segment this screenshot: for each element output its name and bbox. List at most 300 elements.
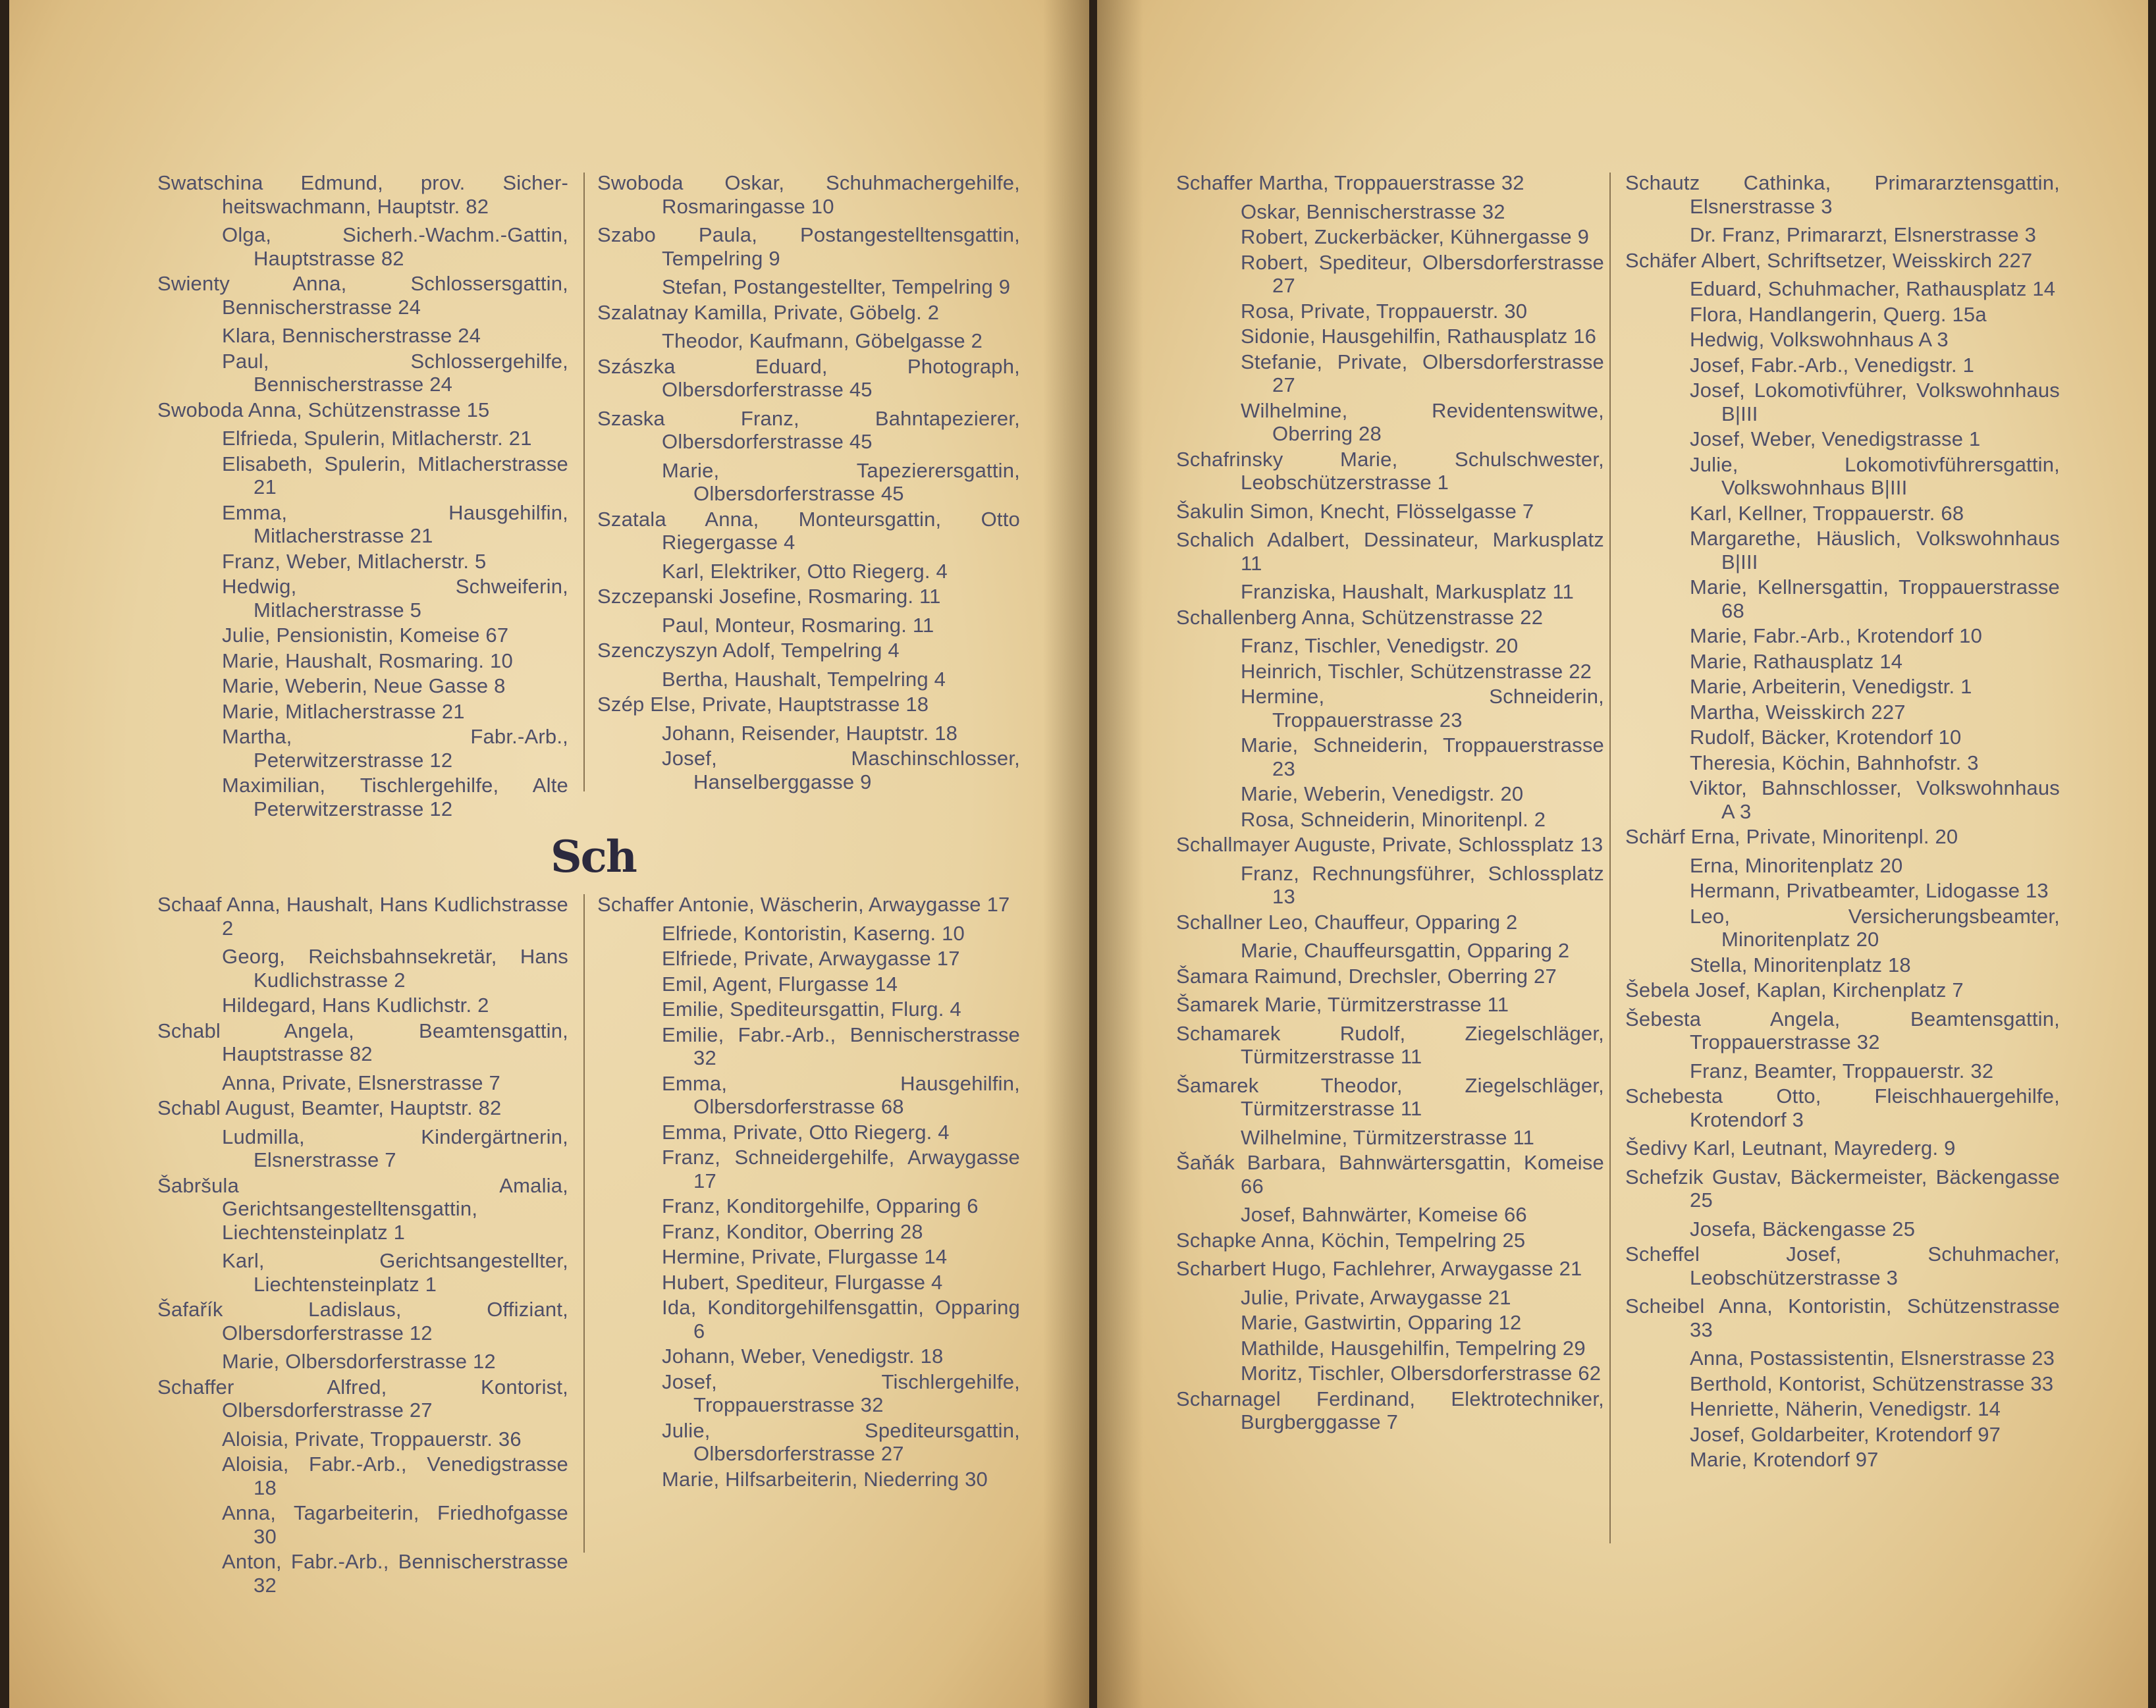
entry-text: Šebela Josef, Kaplan, Kirchenplatz 7 [1625, 978, 1964, 1001]
entry-text: Julie, Private, Arwaygasse 21 [1241, 1285, 1511, 1309]
directory-subentry [597, 747, 1020, 793]
gutter-shadow [1043, 0, 1089, 1708]
directory-entry [1176, 965, 1604, 988]
entry-text: Marie, Olbersdorferstrasse 12 [222, 1350, 496, 1373]
entry-text: Josef, Bahnwärter, Komeise 66 [1241, 1203, 1527, 1226]
entry-text: Szalatnay Kamilla, Private, Göbelg. 2 [597, 300, 940, 324]
directory-entry [1176, 1257, 1604, 1281]
entry-text: Šebesta Angela, Beamtensgattin, Troppauerstrasse 32 [1625, 1007, 2060, 1054]
entry-text: Marie, Weberin, Neue Gasse 8 [222, 674, 506, 697]
directory-subentry [1625, 502, 2060, 525]
entry-text: Emilie, Fabr.-Arb., Bennischerstrasse 32 [662, 1023, 1020, 1069]
entry-text: Schefzik Gustav, Bäckermeister, Bäckengasse 25 [1625, 1165, 2060, 1212]
directory-subentry [1625, 527, 2060, 574]
directory-subentry [157, 674, 568, 698]
directory-subentry [597, 1146, 1020, 1192]
entry-text: Olga, Sicherh.-Wachm.-Gattin, Hauptstrasse 82 [222, 223, 568, 270]
section-heading: Sch [551, 831, 636, 882]
directory-subentry [157, 945, 568, 992]
directory-subentry [597, 668, 1020, 691]
directory-subentry [1625, 776, 2060, 823]
directory-subentry [157, 1249, 568, 1296]
entry-text: Sidonie, Hausgehilfin, Rathausplatz 16 [1241, 325, 1597, 348]
entry-text: Stefan, Postangestellter, Tempelring 9 [662, 275, 1011, 298]
entry-text: Schabl August, Beamter, Hauptstr. 82 [157, 1096, 502, 1119]
entry-text: Szabo Paula, Postangestelltensgattin, Tempelring 9 [597, 223, 1020, 270]
directory-subentry [157, 501, 568, 548]
directory-entry [1176, 1022, 1604, 1069]
directory-subentry [1176, 300, 1604, 323]
entry-text: Szép Else, Private, Hauptstrasse 18 [597, 693, 929, 716]
entry-text: Paul, Monteur, Rosmaring. 11 [662, 613, 934, 637]
directory-subentry [1625, 223, 2060, 247]
entry-text: Emilie, Spediteursgattin, Flurg. 4 [662, 998, 961, 1021]
entry-text: Johann, Weber, Venedigstr. 18 [662, 1345, 944, 1368]
directory-entry [597, 171, 1020, 218]
entry-text: Dr. Franz, Primararzt, Elsnerstrasse 3 [1690, 223, 2037, 246]
directory-subentry [157, 1550, 568, 1597]
directory-subentry [1176, 1286, 1604, 1310]
entry-text: Marie, Chauffeursgattin, Opparing 2 [1241, 939, 1570, 962]
entry-text: Stella, Minoritenplatz 18 [1690, 953, 1911, 976]
entry-text: Josefa, Bäckengasse 25 [1690, 1217, 1916, 1241]
directory-entry [157, 1174, 568, 1244]
entry-text: Swoboda Anna, Schützenstrasse 15 [157, 398, 490, 421]
directory-subentry [1625, 624, 2060, 648]
directory-subentry [1625, 675, 2060, 699]
directory-entry [1176, 606, 1604, 629]
entry-text: Schallmayer Auguste, Private, Schlossplatz 13 [1176, 833, 1604, 856]
gutter-shadow [1097, 0, 1143, 1708]
entry-text: Oskar, Bennischerstrasse 32 [1241, 200, 1505, 223]
directory-entry [1625, 1165, 2060, 1212]
entry-text: Schaffer Antonie, Wäscherin, Arwaygasse 17 [597, 893, 1010, 916]
entry-text: Szászka Eduard, Photograph, Olbersdorferstrasse 45 [597, 354, 1020, 401]
directory-subentry [597, 1468, 1020, 1491]
entry-text: Franz, Tischler, Venedigstr. 20 [1241, 634, 1519, 657]
directory-entry [597, 639, 1020, 662]
directory-subentry [1176, 225, 1604, 249]
directory-subentry [597, 1220, 1020, 1244]
left-top-column-2 [597, 171, 1020, 795]
directory-entry [597, 223, 1020, 270]
directory-subentry [157, 624, 568, 647]
entry-text: Scheibel Anna, Kontoristin, Schützenstrasse 33 [1625, 1294, 2060, 1341]
directory-subentry [1625, 1059, 2060, 1083]
directory-subentry [1625, 905, 2060, 951]
entry-text: Wilhelmine, Revidentenswitwe, Oberring 28 [1241, 398, 1604, 445]
directory-subentry [1176, 200, 1604, 224]
entry-text: Karl, Kellner, Troppauerstr. 68 [1690, 501, 1964, 525]
directory-subentry [157, 575, 568, 622]
entry-text: Elfrieda, Spulerin, Mitlacherstr. 21 [222, 427, 532, 450]
directory-subentry [1176, 808, 1604, 832]
directory-entry [1625, 1007, 2060, 1054]
directory-entry [1176, 448, 1604, 494]
directory-subentry [1625, 277, 2060, 301]
entry-text: Maximilian, Tischlergehilfe, Alte Peterwitzerstrasse 12 [222, 774, 568, 820]
entry-text: Karl, Elektriker, Otto Riegerg. 4 [662, 559, 948, 583]
directory-subentry [597, 329, 1020, 353]
directory-subentry [597, 1072, 1020, 1119]
directory-entry [157, 1096, 568, 1120]
directory-subentry [1625, 1397, 2060, 1421]
directory-entry [157, 1298, 568, 1345]
entry-text: Schafrinsky Marie, Schulschwester, Leobschützerstrasse 1 [1176, 447, 1604, 494]
entry-text: Erna, Minoritenplatz 20 [1690, 853, 1903, 877]
directory-subentry [157, 350, 568, 396]
entry-text: Marie, Weberin, Venedigstr. 20 [1241, 782, 1524, 805]
directory-subentry [1625, 354, 2060, 377]
directory-subentry [157, 994, 568, 1017]
entry-text: Scheffel Josef, Schuhmacher, Leobschützerstrasse 3 [1625, 1242, 2060, 1289]
entry-text: Schaffer Martha, Troppauerstrasse 32 [1176, 171, 1524, 194]
directory-entry [1625, 171, 2060, 218]
directory-subentry [1625, 854, 2060, 878]
entry-text: Bertha, Haushalt, Tempelring 4 [662, 667, 946, 691]
directory-entry [1176, 833, 1604, 857]
entry-text: Swienty Anna, Schlossersgattin, Bennischerstrasse 24 [157, 272, 568, 319]
entry-text: Schärf Erna, Private, Minoritenpl. 20 [1625, 825, 1958, 848]
directory-subentry [1625, 726, 2060, 749]
entry-text: Stefanie, Private, Olbersdorferstrasse 27 [1241, 350, 1604, 396]
entry-text: Martha, Weisskirch 227 [1690, 700, 1906, 724]
column-rule [583, 173, 585, 791]
directory-entry [1176, 1151, 1604, 1198]
directory-entry [1625, 1084, 2060, 1131]
directory-subentry [1625, 453, 2060, 500]
directory-subentry [157, 725, 568, 772]
directory-subentry [597, 973, 1020, 996]
directory-subentry [597, 1296, 1020, 1343]
entry-text: Schallner Leo, Chauffeur, Opparing 2 [1176, 910, 1518, 934]
directory-subentry [597, 560, 1020, 583]
directory-subentry [1625, 1448, 2060, 1472]
directory-subentry [597, 275, 1020, 299]
directory-subentry [157, 1071, 568, 1095]
directory-subentry [597, 1271, 1020, 1294]
directory-subentry [1625, 328, 2060, 352]
entry-text: Franz, Schneidergehilfe, Arwaygasse 17 [662, 1146, 1020, 1192]
entry-text: Franz, Konditor, Oberring 28 [662, 1219, 923, 1243]
directory-subentry [1176, 325, 1604, 348]
directory-subentry [597, 1345, 1020, 1368]
entry-text: Julie, Pensionistin, Komeise 67 [222, 624, 509, 647]
entry-text: Josef, Goldarbeiter, Krotendorf 97 [1690, 1422, 2001, 1446]
entry-text: Schaaf Anna, Haushalt, Hans Kudlichstrasse 2 [157, 893, 568, 940]
directory-subentry [1625, 1347, 2060, 1370]
directory-subentry [597, 1245, 1020, 1269]
entry-text: Anna, Postassistentin, Elsnerstrasse 23 [1690, 1347, 2055, 1370]
entry-text: Szenczyszyn Adolf, Tempelring 4 [597, 639, 900, 662]
entry-text: Schamarek Rudolf, Ziegelschläger, Türmitzerstrasse 11 [1176, 1021, 1604, 1068]
entry-text: Josef, Tischlergehilfe, Troppauerstrasse 32 [662, 1370, 1020, 1416]
entry-text: Hermine, Private, Flurgasse 14 [662, 1245, 948, 1268]
directory-subentry [1625, 1372, 2060, 1396]
left-bottom-column-1 [157, 893, 568, 1599]
entry-text: Franz, Weber, Mitlacherstr. 5 [222, 549, 487, 573]
entry-text: Marie, Mitlacherstrasse 21 [222, 699, 465, 723]
entry-text: Marie, Krotendorf 97 [1690, 1448, 1879, 1471]
entry-text: Robert, Spediteur, Olbersdorferstrasse 27 [1241, 250, 1604, 297]
entry-text: Szaska Franz, Bahntapezierer, Olbersdorferstrasse 45 [597, 406, 1020, 453]
entry-text: Moritz, Tischler, Olbersdorferstrasse 62 [1241, 1362, 1602, 1385]
directory-subentry [157, 1125, 568, 1172]
entry-text: Theodor, Kaufmann, Göbelgasse 2 [662, 329, 983, 352]
column-rule [1609, 173, 1611, 1543]
directory-subentry [597, 1194, 1020, 1218]
entry-text: Marie, Fabr.-Arb., Krotendorf 10 [1690, 624, 1983, 647]
entry-text: Emma, Hausgehilfin, Mitlacherstrasse 21 [222, 500, 568, 547]
entry-text: Rosa, Private, Troppauerstr. 30 [1241, 299, 1528, 323]
directory-subentry [1176, 660, 1604, 683]
directory-subentry [1176, 939, 1604, 963]
entry-text: Marie, Gastwirtin, Opparing 12 [1241, 1311, 1522, 1334]
entry-text: Marie, Arbeiterin, Venedigstr. 1 [1690, 675, 1972, 698]
entry-text: Emil, Agent, Flurgasse 14 [662, 972, 898, 996]
entry-text: Hildegard, Hans Kudlichstr. 2 [222, 994, 489, 1017]
entry-text: Emma, Hausgehilfin, Olbersdorferstrasse 68 [662, 1071, 1020, 1118]
directory-subentry [157, 223, 568, 270]
directory-entry [1625, 825, 2060, 849]
directory-subentry [1176, 251, 1604, 298]
entry-text: Ida, Konditorgehilfensgattin, Opparing 6 [662, 1296, 1020, 1343]
entry-text: Schallenberg Anna, Schützenstrasse 22 [1176, 605, 1544, 629]
entry-text: Julie, Spediteursgattin, Olbersdorferstrasse 27 [662, 1418, 1020, 1465]
entry-text: Martha, Fabr.-Arb., Peterwitzerstrasse 12 [222, 725, 568, 772]
column-rule [583, 894, 585, 1553]
directory-subentry [1625, 303, 2060, 327]
entry-text: Franz, Rechnungsführer, Schlossplatz 13 [1241, 861, 1604, 908]
entry-text: Paul, Schlossergehilfe, Bennischerstrasse 24 [222, 349, 568, 396]
directory-entry [597, 693, 1020, 716]
directory-subentry [1176, 350, 1604, 397]
directory-subentry [597, 1370, 1020, 1417]
entry-text: Margarethe, Häuslich, Volkswohnhaus B|III [1690, 527, 2060, 574]
directory-entry [1176, 911, 1604, 934]
directory-entry [597, 407, 1020, 454]
entry-text: Karl, Gerichtsangestellter, Liechtensteinplatz 1 [222, 1249, 568, 1296]
directory-entry [1176, 171, 1604, 195]
entry-text: Szatala Anna, Monteursgattin, Otto Riegergasse 4 [597, 507, 1020, 554]
entry-text: Marie, Rathausplatz 14 [1690, 649, 1903, 673]
entry-text: Elisabeth, Spulerin, Mitlacherstrasse 21 [222, 452, 568, 498]
entry-text: Šakulin Simon, Knecht, Flösselgasse 7 [1176, 499, 1534, 523]
entry-text: Rosa, Schneiderin, Minoritenpl. 2 [1241, 807, 1546, 831]
entry-text: Scharnagel Ferdinand, Elektrotechniker, Burgberggasse 7 [1176, 1387, 1604, 1433]
directory-subentry [157, 452, 568, 499]
directory-subentry [157, 774, 568, 820]
entry-text: Šaňák Barbara, Bahnwärtersgattin, Komeise 66 [1176, 1151, 1604, 1198]
directory-subentry [597, 1419, 1020, 1466]
directory-entry [597, 585, 1020, 608]
directory-subentry [1625, 751, 2060, 775]
directory-subentry [1625, 879, 2060, 903]
directory-subentry [1625, 1423, 2060, 1447]
directory-entry [1176, 1074, 1604, 1121]
directory-subentry [157, 427, 568, 450]
entry-text: Johann, Reisender, Hauptstr. 18 [662, 721, 958, 745]
directory-entry [157, 398, 568, 422]
left-top-column-1 [157, 171, 568, 822]
entry-text: Franziska, Haushalt, Markusplatz 11 [1241, 580, 1575, 603]
directory-entry [157, 1019, 568, 1066]
entry-text: Hedwig, Volkswohnhaus A 3 [1690, 328, 1949, 351]
directory-subentry [1176, 1203, 1604, 1227]
entry-text: Marie, Haushalt, Rosmaring. 10 [222, 649, 513, 672]
directory-subentry [1625, 1217, 2060, 1241]
directory-subentry [1625, 650, 2060, 674]
directory-subentry [157, 649, 568, 673]
directory-entry [1176, 993, 1604, 1017]
directory-subentry [1176, 580, 1604, 604]
directory-entry [1625, 978, 2060, 1002]
directory-entry [597, 508, 1020, 554]
entry-text: Mathilde, Hausgehilfin, Tempelring 29 [1241, 1336, 1586, 1360]
directory-entry [1176, 1229, 1604, 1252]
directory-subentry [157, 1453, 568, 1499]
entry-text: Heinrich, Tischler, Schützenstrasse 22 [1241, 659, 1592, 683]
entry-text: Šafařík Ladislaus, Offiziant, Olbersdorferstrasse 12 [157, 1298, 568, 1345]
entry-text: Josef, Fabr.-Arb., Venedigstr. 1 [1690, 353, 1975, 377]
entry-text: Schebesta Otto, Fleischhauergehilfe, Krotendorf 3 [1625, 1084, 2060, 1131]
directory-entry [597, 301, 1020, 325]
directory-subentry [597, 998, 1020, 1021]
directory-subentry [597, 459, 1020, 506]
right-column-1 [1176, 171, 1604, 1439]
entry-text: Julie, Lokomotivführersgattin, Volkswohnhaus B|III [1690, 452, 2060, 499]
right-column-2 [1625, 171, 2060, 1474]
entry-text: Schäfer Albert, Schriftsetzer, Weisskirch 227 [1625, 248, 2033, 272]
entry-text: Ludmilla, Kindergärtnerin, Elsnerstrasse 7 [222, 1125, 568, 1171]
entry-text: Marie, Kellnersgattin, Troppauerstrasse 68 [1690, 575, 2060, 622]
entry-text: Klara, Bennischerstrasse 24 [222, 324, 481, 347]
directory-subentry [157, 1501, 568, 1548]
directory-subentry [597, 722, 1020, 745]
directory-subentry [597, 1023, 1020, 1070]
entry-text: Schaffer Alfred, Kontorist, Olbersdorferstrasse 27 [157, 1375, 568, 1422]
entry-text: Aloisia, Private, Troppauerstr. 36 [222, 1427, 522, 1451]
directory-subentry [1625, 575, 2060, 622]
left-page [9, 0, 1089, 1708]
directory-entry [1625, 1242, 2060, 1289]
entry-text: Rudolf, Bäcker, Krotendorf 10 [1690, 726, 1962, 749]
entry-text: Josef, Lokomotivführer, Volkswohnhaus B|III [1690, 379, 2060, 425]
entry-text: Leo, Versicherungsbeamter, Minoritenplatz 20 [1690, 904, 2060, 951]
entry-text: Aloisia, Fabr.-Arb., Venedigstrasse 18 [222, 1453, 568, 1499]
directory-subentry [1176, 782, 1604, 806]
entry-text: Šamarek Marie, Türmitzerstrasse 11 [1176, 993, 1509, 1016]
entry-text: Josef, Weber, Venedigstrasse 1 [1690, 427, 1981, 450]
directory-subentry [1176, 634, 1604, 658]
entry-text: Theresia, Köchin, Bahnhofstr. 3 [1690, 751, 1979, 774]
entry-text: Šamarek Theodor, Ziegelschläger, Türmitzerstrasse 11 [1176, 1073, 1604, 1120]
directory-subentry [1176, 685, 1604, 732]
directory-subentry [1625, 701, 2060, 724]
directory-entry [157, 1375, 568, 1422]
entry-text: Anna, Tagarbeiterin, Friedhofgasse 30 [222, 1501, 568, 1548]
directory-subentry [1176, 734, 1604, 780]
directory-subentry [597, 1121, 1020, 1144]
entry-text: Anna, Private, Elsnerstrasse 7 [222, 1071, 500, 1094]
entry-text: Marie, Hilfsarbeiterin, Niederring 30 [662, 1467, 988, 1491]
entry-text: Elfriede, Private, Arwaygasse 17 [662, 947, 960, 970]
directory-subentry [157, 324, 568, 348]
entry-text: Swatschina Edmund, prov. Sicher-heitswachmann, Hauptstr. 82 [157, 171, 568, 218]
entry-text: Szczepanski Josefine, Rosmaring. 11 [597, 585, 941, 608]
entry-text: Šabršula Amalia, Gerichtsangestelltensgattin, Liechtensteinplatz 1 [157, 1173, 568, 1244]
directory-subentry [1176, 1362, 1604, 1385]
entry-text: Franz, Konditorgehilfe, Opparing 6 [662, 1194, 979, 1217]
directory-subentry [1625, 379, 2060, 425]
directory-entry [1625, 1136, 2060, 1160]
left-bottom-column-2 [597, 893, 1020, 1493]
entry-text: Scharbert Hugo, Fachlehrer, Arwaygasse 21 [1176, 1257, 1582, 1280]
entry-text: Georg, Reichsbahnsekretär, Hans Kudlichstrasse 2 [222, 945, 568, 992]
entry-text: Šedivy Karl, Leutnant, Mayrederg. 9 [1625, 1136, 1956, 1160]
directory-entry [1176, 500, 1604, 523]
entry-text: Marie, Tapezierersgattin, Olbersdorferstrasse 45 [662, 458, 1020, 505]
entry-text: Henriette, Näherin, Venedigstr. 14 [1690, 1397, 2001, 1420]
entry-text: Franz, Beamter, Troppauerstr. 32 [1690, 1059, 1994, 1082]
entry-text: Wilhelmine, Türmitzerstrasse 11 [1241, 1125, 1535, 1149]
directory-subentry [1176, 862, 1604, 909]
entry-text: Schalich Adalbert, Dessinateur, Markusplatz 11 [1176, 528, 1604, 575]
entry-text: Flora, Handlangerin, Querg. 15a [1690, 302, 1987, 326]
entry-text: Emma, Private, Otto Riegerg. 4 [662, 1120, 950, 1144]
directory-subentry [157, 1350, 568, 1374]
entry-text: Šamara Raimund, Drechsler, Oberring 27 [1176, 964, 1557, 988]
right-page [1097, 0, 2148, 1708]
directory-entry [157, 272, 568, 319]
directory-entry [1176, 528, 1604, 575]
directory-entry [1625, 249, 2060, 273]
directory-entry [1625, 1294, 2060, 1341]
directory-subentry [597, 614, 1020, 637]
directory-subentry [1176, 1337, 1604, 1360]
directory-entry [157, 893, 568, 940]
entry-text: Viktor, Bahnschlosser, Volkswohnhaus A 3 [1690, 776, 2060, 823]
entry-text: Marie, Schneiderin, Troppauerstrasse 23 [1241, 734, 1604, 780]
directory-subentry [1176, 399, 1604, 446]
entry-text: Eduard, Schuhmacher, Rathausplatz 14 [1690, 277, 2056, 300]
entry-text: Schautz Cathinka, Primararztensgattin, Elsnerstrasse 3 [1625, 171, 2060, 218]
directory-entry [597, 355, 1020, 402]
entry-text: Elfriede, Kontoristin, Kaserng. 10 [662, 921, 965, 945]
entry-text: Hermine, Schneiderin, Troppauerstrasse 23 [1241, 685, 1604, 732]
directory-entry [1176, 1387, 1604, 1434]
entry-text: Swoboda Oskar, Schuhmachergehilfe, Rosmaringasse 10 [597, 171, 1020, 218]
entry-text: Hubert, Spediteur, Flurgasse 4 [662, 1270, 943, 1294]
directory-entry [597, 893, 1020, 917]
entry-text: Schapke Anna, Köchin, Tempelring 25 [1176, 1228, 1526, 1252]
directory-subentry [1176, 1311, 1604, 1335]
directory-subentry [157, 700, 568, 724]
entry-text: Berthold, Kontorist, Schützenstrasse 33 [1690, 1372, 2054, 1395]
directory-subentry [597, 947, 1020, 971]
directory-subentry [1625, 953, 2060, 977]
directory-entry [157, 171, 568, 218]
entry-text: Anton, Fabr.-Arb., Bennischerstrasse 32 [222, 1550, 568, 1597]
directory-subentry [1625, 427, 2060, 451]
directory-subentry [157, 550, 568, 574]
directory-subentry [157, 1428, 568, 1451]
directory-subentry [1176, 1126, 1604, 1150]
entry-text: Josef, Maschinschlosser, Hanselberggasse 9 [662, 747, 1020, 793]
entry-text: Hedwig, Schweiferin, Mitlacherstrasse 5 [222, 575, 568, 622]
entry-text: Hermann, Privatbeamter, Lidogasse 13 [1690, 879, 2049, 902]
entry-text: Robert, Zuckerbäcker, Kühnergasse 9 [1241, 225, 1590, 248]
